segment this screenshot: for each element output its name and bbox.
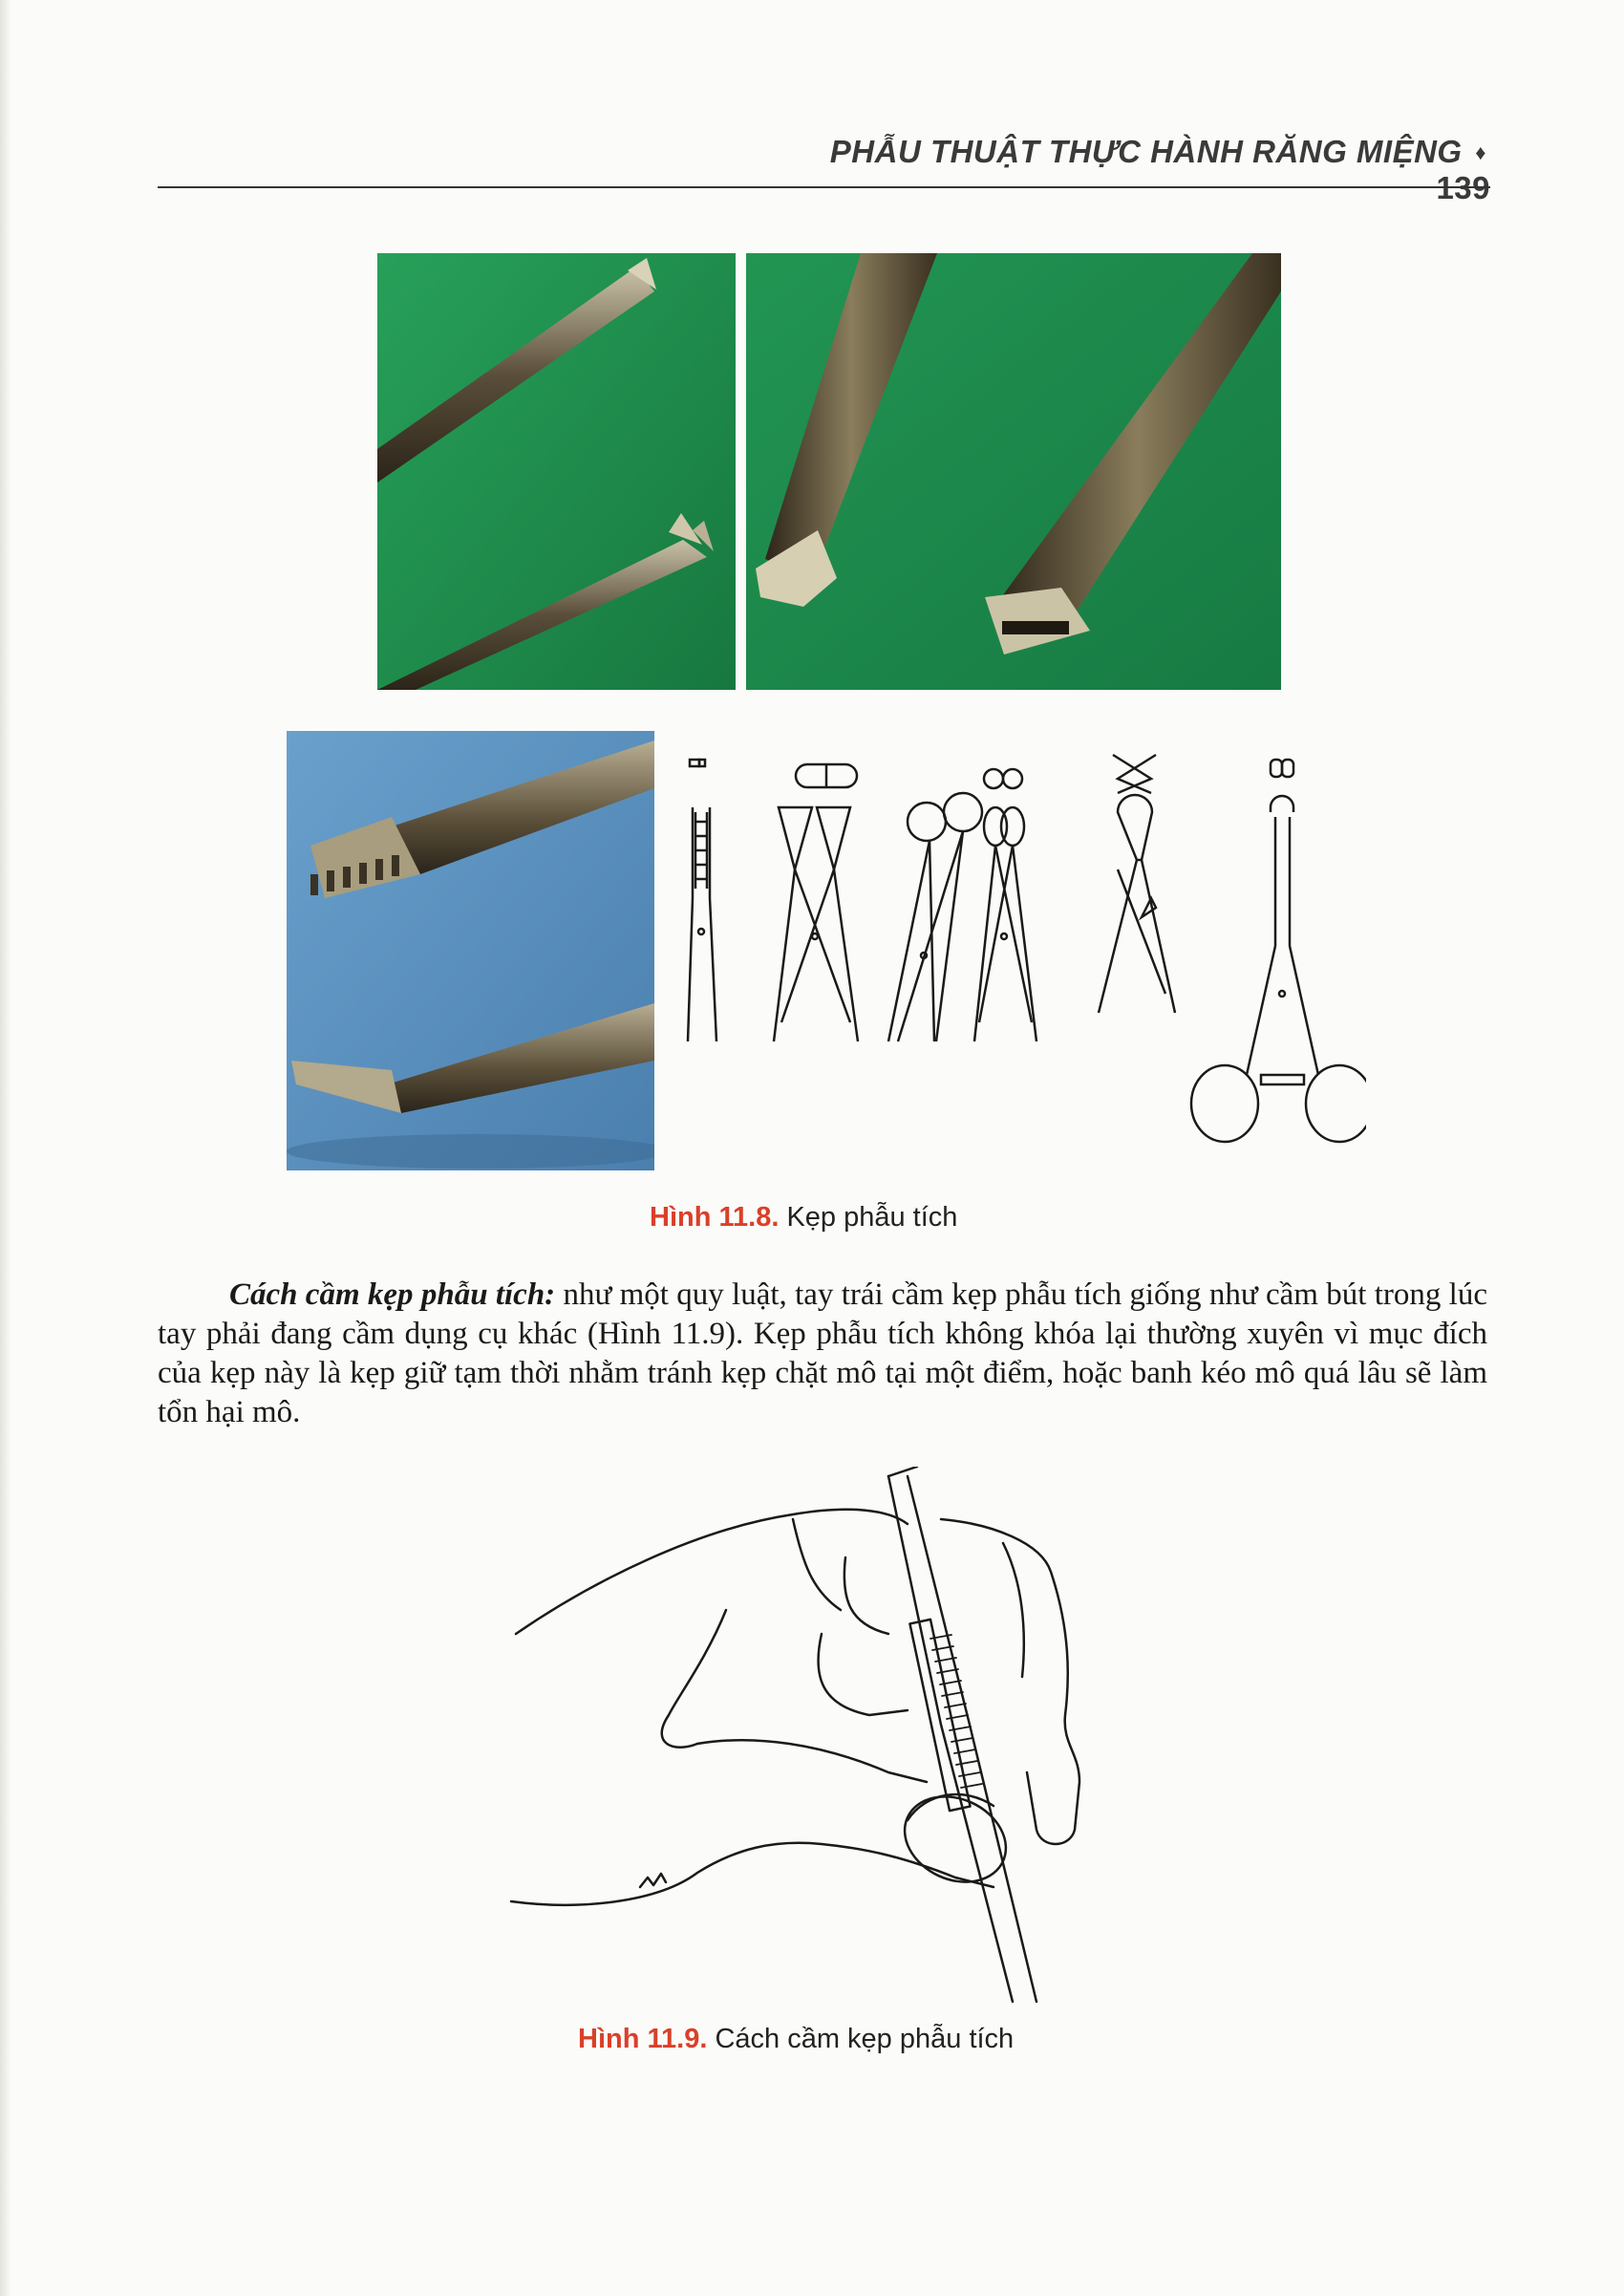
forceps-drawing-4 <box>974 769 1036 1041</box>
forceps-tips-photo-2 <box>746 253 1281 690</box>
forceps-drawing-2 <box>774 764 858 1041</box>
figure-11-9-caption <box>578 2024 1014 2055</box>
forceps-drawing-1 <box>688 760 716 1041</box>
forceps-tips-photo-1 <box>377 253 736 690</box>
page-edge <box>0 0 10 2296</box>
figure-11-9-number: Hình 11.9. <box>578 2024 708 2054</box>
forceps-drawing-5 <box>1099 755 1175 1013</box>
figure-11-8-title: Kẹp phẫu tích <box>786 1202 958 1233</box>
forceps-drawing-6 <box>1191 760 1366 1142</box>
hand-holding-forceps-drawing <box>506 1467 1156 2011</box>
forceps-drawing-3 <box>888 793 982 1041</box>
paragraph-text: như một quy luật, tay trái cầm kẹp phẫu tích giống như cầm bút trong lúc tay phải đang cầm dụng cụ khác (Hình 11.9). Kẹp phẫu tích không khóa lại thường xuyên vì mục đích của kẹp này là kẹp giữ tạm thời nhằm tránh kẹp chặt mô tại một điểm, hoặc banh kéo mô quá lâu sẽ làm tổn hại mô. <box>158 1277 1487 1429</box>
forceps-drawings <box>659 736 1366 1175</box>
page-number: 139 <box>1436 170 1490 205</box>
serrated-forceps-photo <box>287 731 654 1170</box>
header-rule <box>158 186 1490 188</box>
figure-11-8-number: Hình 11.8. <box>650 1202 780 1233</box>
header-separator: ♦ <box>1475 140 1486 164</box>
paragraph-lead: Cách cầm kẹp phẫu tích: <box>229 1277 556 1312</box>
body-paragraph <box>158 1276 1487 1432</box>
figure-11-9-title: Cách cầm kẹp phẫu tích <box>715 2024 1015 2054</box>
header-title: PHẪU THUẬT THỰC HÀNH RĂNG MIỆNG <box>829 134 1463 169</box>
running-header <box>793 134 1490 206</box>
figure-11-8-caption <box>650 1202 957 1234</box>
